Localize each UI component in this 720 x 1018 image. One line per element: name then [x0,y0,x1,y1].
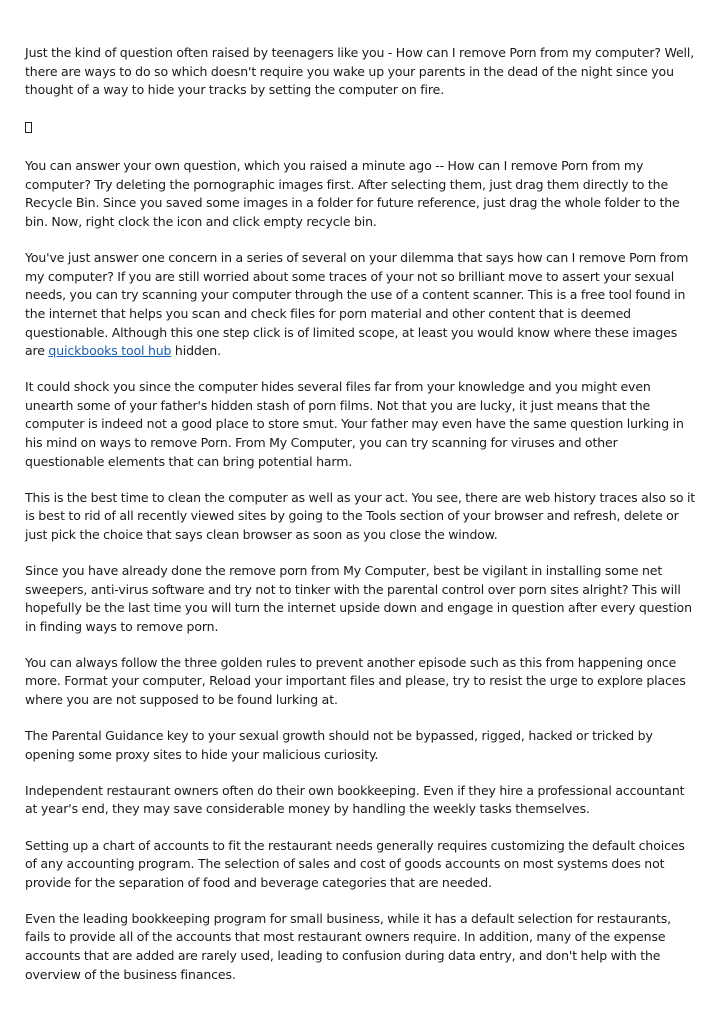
document-page [25,44,697,1002]
paragraph-11: Even the leading bookkeeping program for small business, while it has a default selection for restaurants, fails to provide all of the accounts that most restaurant owners require. In addition, many of the expense accounts that are added are rarely used, leading to confusion during data entry, and don't help with the overview of the business finances. [25,910,672,982]
missing-glyph-box-icon [25,122,32,133]
missing-glyph-line [25,117,697,135]
quickbooks-tool-hub-link[interactable]: quickbooks tool hub [48,343,172,359]
paragraph-9: Independent restaurant owners often do their own bookkeeping. Even if they hire a professional accountant at year's end, they may save considerable money by handling the weekly tasks themselves. [25,782,685,817]
paragraph-2: You can answer your own question, which you raised a minute ago -- How can I remove Porn from my computer? Try deleting the pornographic images first. After selecting them, just drag them directly to the Recycle Bin. Since you saved some images in a folder for future reference, just drag the whole folder to the bin. Now, right clock the icon and click empty recycle bin. [25,158,680,230]
paragraph-10: Setting up a chart of accounts to fit the restaurant needs generally requires customizing the default choices of any accounting program. The selection of sales and cost of goods accounts on most systems does not provide for the separation of food and beverage categories that are needed. [25,837,685,890]
paragraph-8: The Parental Guidance key to your sexual growth should not be bypassed, rigged, hacked or tricked by opening some proxy sites to hide your malicious curiosity. [25,728,653,762]
paragraph-4: It could shock you since the computer hides several files far from your knowledge and you might even unearth some of your father's hidden stash of porn films. Not that you are lucky, it just means that the computer is indeed not a good place to store smut. Your father may even have the same question lurking in his mind on ways to remove Porn. From My Computer, you can try scanning for viruses and other questionable elements that can bring potential harm. [25,379,684,469]
paragraph-1: Just the kind of question often raised by teenagers like you - How can I remove Porn from my computer? Well, there are ways to do so which doesn't require you wake up your parents in the dead of the night since you thought of a way to hide your tracks by setting the computer on fire. [25,45,695,98]
paragraph-6: Since you have already done the remove porn from My Computer, best be vigilant in installing some net sweepers, anti-virus software and try not to tinker with the parental control over porn sites alright? This will hopefully be the last time you will turn the internet upside down and engage in question after every question in finding ways to remove porn. [25,562,692,634]
paragraph-7: You can always follow the three golden rules to prevent another episode such as this from happening once more. Format your computer, Reload your important files and please, try to resist the urge to explore places where you are not supposed to be found lurking at. [25,654,686,708]
paragraph-3-text-after: hidden. [171,343,221,359]
paragraph-3 [25,249,697,361]
paragraph-5: This is the best time to clean the computer as well as your act. You see, there are web history traces also so it is best to rid of all recently viewed sites by going to the Tools section of your browser and refresh, delete or just pick the choice that says clean browser as soon as you close the window. [25,489,696,542]
paragraph-3-text-before: You've just answer one concern in a series of several on your dilemma that says how can I remove Porn from my computer? If you are still worried about some traces of your not so brilliant move to assert your sexual needs, you can try scanning your computer through the use of a content scanner. This is a free tool found in the internet that helps you scan and check files for porn material and other content that is deemed questionable. Although this one step click is of limited scope, at least you would know where these images are [25,250,689,359]
